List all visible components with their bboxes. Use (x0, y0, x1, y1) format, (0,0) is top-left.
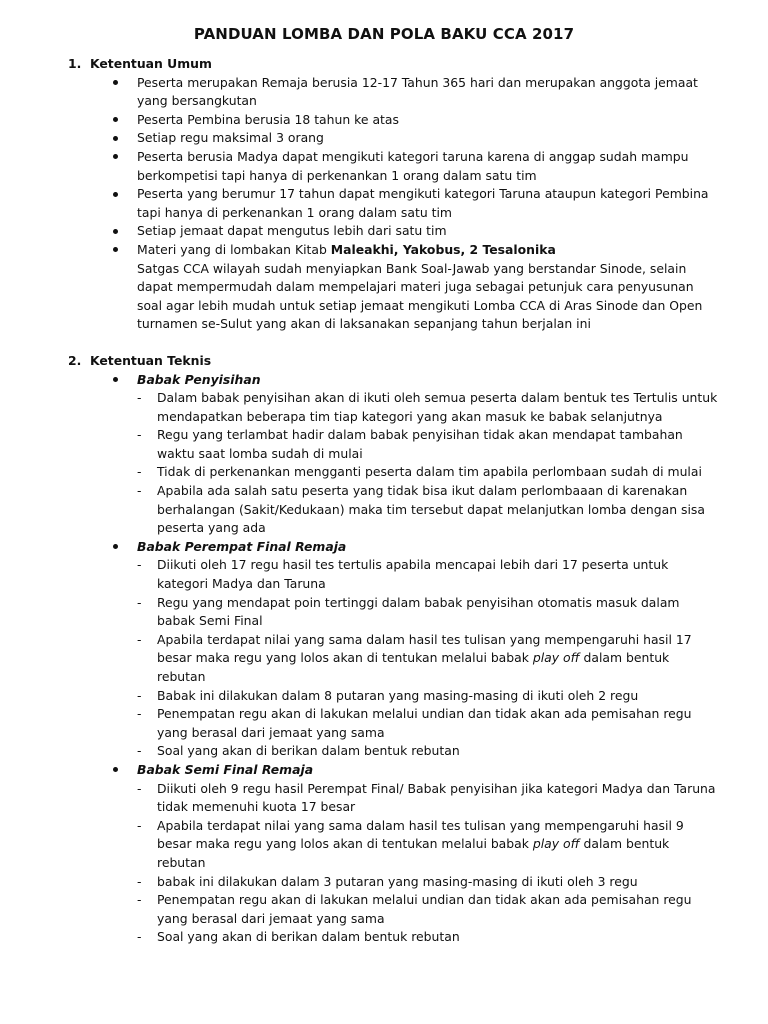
list-item: - babak ini dilakukan dalam 3 putaran yang masing-masing di ikuti oleh 3 regu (157, 873, 720, 892)
list-item: - Diikuti oleh 9 regu hasil Perempat Final/ Babak penyisihan jika kategori Madya dan Taruna tidak memenuhi kuota 17 besar (137, 780, 716, 815)
list-item-materi (137, 241, 720, 334)
dash-icon: - (137, 687, 142, 703)
section-spacer (68, 334, 720, 352)
list-item: - Soal yang akan di berikan dalam bentuk rebutan (157, 742, 720, 761)
list-item: - Soal yang akan di berikan dalam bentuk rebutan (157, 928, 720, 947)
list-item: Setiap jemaat dapat mengutus lebih dari satu tim (137, 222, 720, 241)
dash-list (137, 556, 720, 761)
dash-list (137, 780, 720, 947)
dash-icon: - (137, 464, 142, 480)
section-title: Ketentuan Teknis (90, 352, 212, 368)
subsection-heading: Babak Semi Final Remaja (137, 761, 314, 777)
list-item: Setiap regu maksimal 3 orang (137, 129, 720, 148)
bullet-icon (113, 136, 118, 141)
dash-icon: - (137, 390, 142, 406)
bullet-icon (113, 767, 118, 772)
list-item: - Dalam babak penyisihan akan di ikuti oleh semua peserta dalam bentuk tes Tertulis untuk mendapatkan beberapa tim tiap kategori yang akan masuk ke babak selanjutnya (137, 390, 718, 424)
dash-icon: - (137, 892, 142, 908)
bullet-icon (113, 80, 118, 85)
list-item: - Tidak di perkenankan mengganti peserta dalam tim apabila perlombaan sudah di mulai (157, 463, 720, 482)
section-number: 1. (68, 56, 82, 71)
materi-books: Maleakhi, Yakobus, 2 Tesalonika (330, 241, 556, 257)
list-item: - Penempatan regu akan di lakukan melalui undian dan tidak akan ada pemisahan regu yang berasal dari jemaat yang sama (137, 892, 692, 926)
play-off-term: play off (532, 650, 580, 666)
list-item: - Regu yang mendapat poin tertinggi dalam babak penyisihan otomatis masuk dalam babak Semi Final (137, 594, 680, 629)
section-heading (68, 55, 720, 74)
section-title: Ketentuan Umum (90, 56, 212, 71)
dash-icon: - (137, 929, 142, 945)
list-item: Peserta berusia Madya dapat mengikuti kategori taruna karena di anggap sudah mampu berkompetisi tapi hanya di perkenankan 1 orang dalam satu tim (137, 148, 720, 185)
materi-note: Satgas CCA wilayah sudah menyiapkan Bank Soal-Jawab yang berstandar Sinode, selain dapat mempermudah dalam mempelajari materi juga sebagai petunjuk cara penyusunan soal agar lebih mudah untuk setiap jemaat mengikuti Lomba CCA di Aras Sinode dan Open turnamen se-Sulut yang akan di laksanakan sepanjang tahun berjalan ini (137, 260, 703, 332)
bullet-list (68, 371, 720, 947)
subsection-semi-final (137, 761, 720, 947)
dash-icon: - (137, 873, 142, 889)
bullet-icon (113, 192, 118, 197)
list-item: - Apabila terdapat nilai yang sama dalam hasil tes tulisan yang mempengaruhi hasil 9 besar maka regu yang lolos akan di tentukan melalui babak play off dalam bentuk rebutan (137, 817, 684, 870)
dash-icon: - (137, 427, 142, 443)
bullet-icon (113, 229, 118, 234)
section-number: 2. (68, 352, 82, 368)
list-item: Peserta merupakan Remaja berusia 12-17 Tahun 365 hari dan merupakan anggota jemaat yang bersangkutan (137, 74, 720, 111)
dash-list (137, 389, 720, 538)
subsection-heading: Babak Penyisihan (137, 371, 261, 387)
list-item: - Apabila terdapat nilai yang sama dalam hasil tes tulisan yang mempengaruhi hasil 17 besar maka regu yang lolos akan di tentukan melalui babak play off dalam bentuk rebutan (137, 631, 692, 684)
dash-icon: - (137, 594, 142, 610)
dash-icon: - (137, 483, 142, 499)
section-ketentuan-teknis (68, 352, 720, 947)
materi-prefix: Materi yang di lombakan Kitab (137, 241, 331, 257)
document-title: PANDUAN LOMBA DAN POLA BAKU CCA 2017 (193, 25, 575, 43)
list-item: Peserta yang berumur 17 tahun dapat mengikuti kategori Taruna ataupun kategori Pembina tapi hanya di perkenankan 1 orang dalam satu tim (137, 185, 720, 222)
dash-icon: - (137, 631, 142, 647)
dash-icon: - (137, 557, 142, 573)
bullet-icon (113, 377, 118, 382)
list-item: - Penempatan regu akan di lakukan melalui undian dan tidak akan ada pemisahan regu yang berasal dari jemaat yang sama (137, 706, 692, 740)
subsection-penyisihan (137, 371, 720, 538)
bullet-icon (113, 117, 118, 122)
dash-icon: - (137, 743, 142, 759)
dash-icon: - (137, 706, 142, 722)
list-item: - Babak ini dilakukan dalam 8 putaran yang masing-masing di ikuti oleh 2 regu (157, 687, 720, 706)
bullet-icon (113, 154, 118, 159)
subsection-perempat-final (137, 538, 720, 761)
bullet-icon (113, 544, 118, 549)
dash-icon: - (137, 780, 142, 796)
subsection-heading: Babak Perempat Final Remaja (137, 538, 347, 554)
list-item: - Apabila ada salah satu peserta yang tidak bisa ikut dalam perlombaaan di karenakan berhalangan (Sakit/Kedukaan) maka tim tersebut dapat melanjutkan lomba dengan sisa peserta yang ada (137, 483, 705, 536)
bullet-list (68, 74, 720, 334)
section-ketentuan-umum (68, 55, 720, 334)
play-off-term: play off (532, 836, 580, 852)
list-item: - Diikuti oleh 17 regu hasil tes tertulis apabila mencapai lebih dari 17 peserta untuk kategori Madya dan Taruna (137, 557, 669, 592)
list-item: - Regu yang terlambat hadir dalam babak penyisihan tidak akan mendapat tambahan waktu saat lomba sudah di mulai (137, 427, 683, 461)
dash-icon: - (137, 817, 142, 833)
bullet-icon (113, 247, 118, 252)
list-item: Peserta Pembina berusia 18 tahun ke atas (137, 111, 720, 130)
section-heading (68, 352, 720, 371)
